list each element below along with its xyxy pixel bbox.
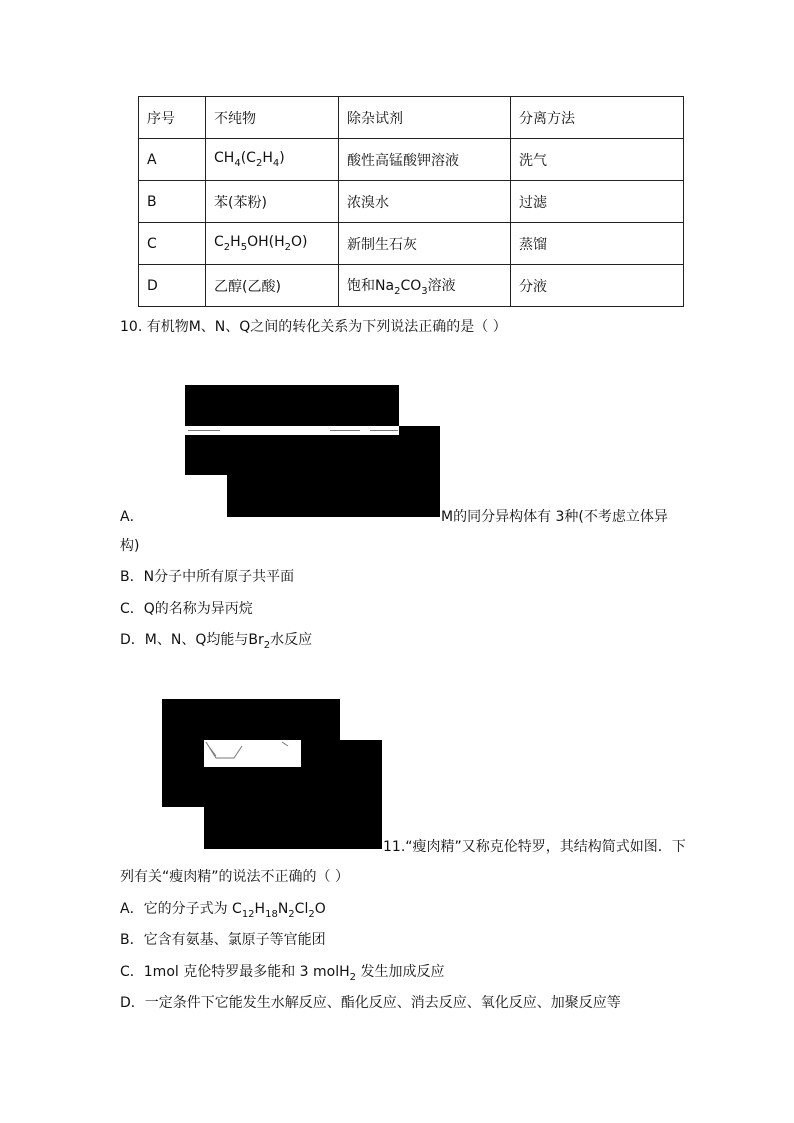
row-reagent: 饱和$Na_2CO_3$溶液: [339, 265, 511, 307]
image-redaction-block: [399, 426, 440, 435]
row-method: 洗气: [511, 139, 684, 181]
header-method: 分离方法: [511, 97, 684, 139]
table-row: [139, 223, 684, 265]
q11-stem-cont: 列有关“瘦肉精”的说法不正确的（ ）: [120, 869, 349, 885]
row-impurity: 乙醇(乙酸): [206, 265, 339, 307]
q10-option-d: D．M、N、Q均能与$Br_2$水反应: [120, 632, 313, 651]
q11-option-c: C．1mol 克伦特罗最多能和 3 molH$_2$ 发生加成反应: [120, 964, 445, 983]
table-header-row: [139, 97, 684, 139]
q11-option-d: D．一定条件下它能发生水解反应、酯化反应、消去反应、氧化反应、加聚反应等: [120, 995, 621, 1011]
row-impurity: $C_2H_5OH(H_2O)$: [206, 223, 339, 265]
image-redaction-block: [340, 767, 382, 849]
bond-fragment: [330, 430, 360, 431]
row-method: 分液: [511, 265, 684, 307]
q11-option-b: B．它含有氨基、氯原子等官能团: [120, 932, 326, 948]
image-redaction-block: [162, 767, 340, 807]
bond-fragment: [188, 430, 220, 431]
image-redaction-block: [204, 807, 340, 849]
q11-option-a: A．它的分子式为 $C_{12}H_{18}N_2Cl_2O$: [120, 901, 326, 920]
image-redaction-block: [301, 740, 382, 767]
q10-option-a-text: M的同分异构体有 3种(不考虑立体异: [441, 509, 668, 525]
image-redaction-block: [162, 740, 204, 767]
q10-option-a-text-cont: 构): [120, 538, 140, 554]
row-label: C: [139, 223, 206, 265]
image-redaction-block: [227, 435, 440, 517]
image-redaction-block: [185, 385, 399, 426]
row-method: 蒸馏: [511, 223, 684, 265]
q10-option-c: C．Q的名称为异丙烷: [120, 601, 253, 617]
header-impurity: 不纯物: [206, 97, 339, 139]
row-reagent: 酸性高锰酸钾溶液: [339, 139, 511, 181]
header-reagent: 除杂试剂: [339, 97, 511, 139]
q10-option-a-label: A．: [120, 509, 144, 525]
row-reagent: 浓溴水: [339, 181, 511, 223]
q11-stem: 11.“瘦肉精”又称克伦特罗，其结构简式如图．下: [383, 839, 686, 855]
table-row: [139, 265, 684, 307]
benzene-ring-fragment: [204, 740, 301, 767]
image-redaction-block: [162, 699, 340, 740]
image-redaction-block: [185, 435, 227, 475]
q10-stem: 10. 有机物M、N、Q之间的转化关系为下列说法正确的是（ ）: [120, 319, 507, 335]
row-reagent: 新制生石灰: [339, 223, 511, 265]
impurity-removal-table: [138, 96, 684, 307]
row-label: B: [139, 181, 206, 223]
bond-fragment: [370, 430, 398, 431]
table-row: [139, 139, 684, 181]
header-index: 序号: [139, 97, 206, 139]
row-impurity: 苯(苯粉): [206, 181, 339, 223]
row-method: 过滤: [511, 181, 684, 223]
row-label: A: [139, 139, 206, 181]
table-row: [139, 181, 684, 223]
q10-option-b: B．N分子中所有原子共平面: [120, 569, 295, 585]
row-label: D: [139, 265, 206, 307]
row-impurity: $CH_4(C_2H_4)$: [206, 139, 339, 181]
